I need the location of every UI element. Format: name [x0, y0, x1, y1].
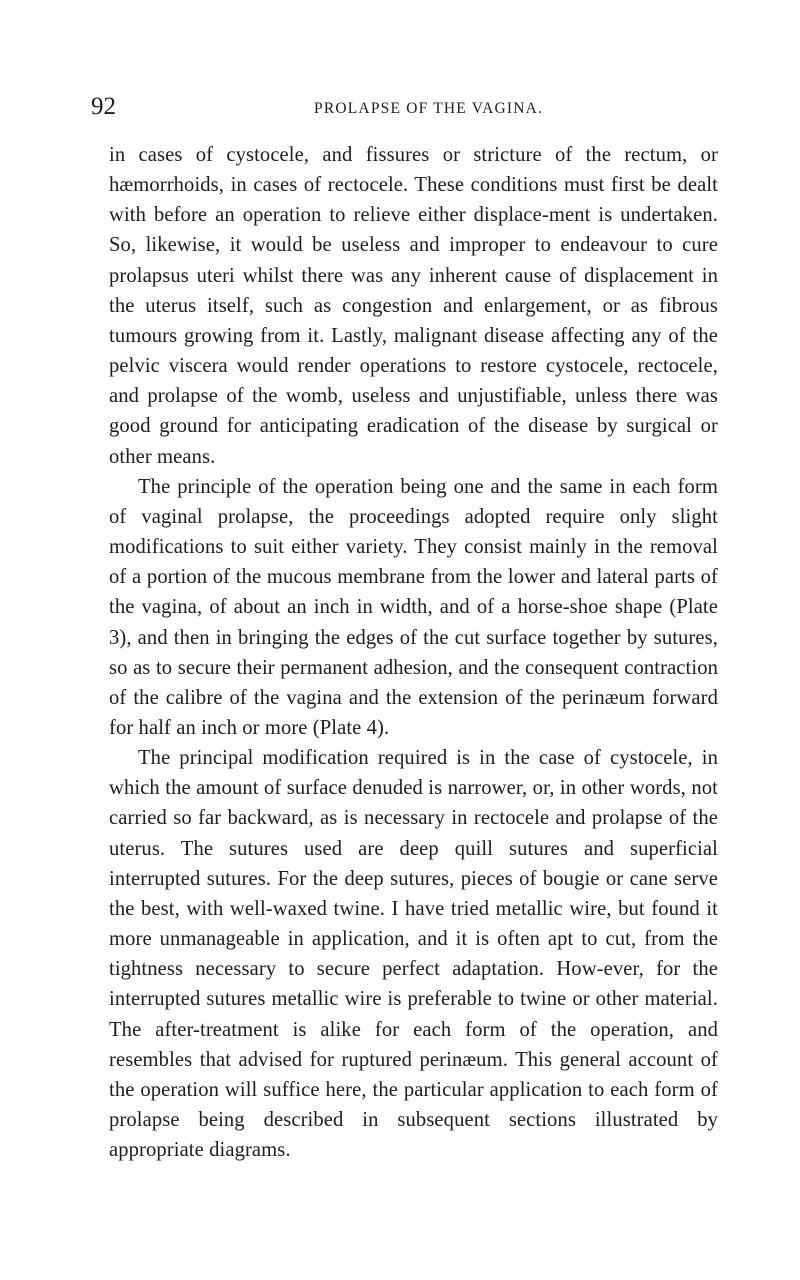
- paragraph-continued: in cases of cystocele, and fissures or stricture of the rectum, or hæmorrhoids, in cases of rectocele. These conditions must first be dealt with before an operation to relieve either displace-ment is undertaken. So, likewise, it would be useless and improper to endeavour to cure prolapsus uteri whilst there was any inherent cause of displacement in the uterus itself, such as congestion and enlargement, or as fibrous tumours growing from it. Lastly, malignant disease affecting any of the pelvic viscera would render operations to restore cystocele, rectocele, and prolapse of the womb, useless and unjustifiable, unless there was good ground for anticipating eradication of the disease by surgical or other means.: [109, 144, 718, 468]
- paragraph-modification: The principal modification required is in the case of cystocele, in which the amount of surface denuded is narrower, or, in other words, not carried so far backward, as is necessary in rectocele and prolapse of the uterus. The sutures used are deep quill sutures and superficial interrupted sutures. For the deep sutures, pieces of bougie or cane serve the best, with well-waxed twine. I have tried metallic wire, but found it more unmanageable in application, and it is often apt to cut, from the tightness necessary to secure perfect adaptation. How-ever, for the interrupted sutures metallic wire is preferable to twine or other material. The after-treatment is alike for each form of the operation, and resembles that advised for ruptured perinæum. This general account of the operation will suffice here, the particular application to each form of prolapse being described in subsequent sections illustrated by appropriate diagrams.: [109, 747, 718, 1162]
- running-title: PROLAPSE OF THE VAGINA.: [314, 100, 544, 117]
- body-text: [109, 140, 718, 1165]
- running-head: [91, 90, 716, 130]
- page-number: 92: [91, 93, 116, 120]
- paragraph-operation-principle: The principle of the operation being one and the same in each form of vaginal prolapse, the proceedings adopted require only slight modifications to suit either variety. They consist mainly in the removal of a portion of the mucous membrane from the lower and lateral parts of the vagina, of about an inch in width, and of a horse-shoe shape (Plate 3), and then in bringing the edges of the cut surface together by sutures, so as to secure their permanent adhesion, and the consequent contraction of the calibre of the vagina and the extension of the perinæum forward for half an inch or more (Plate 4).: [109, 475, 718, 739]
